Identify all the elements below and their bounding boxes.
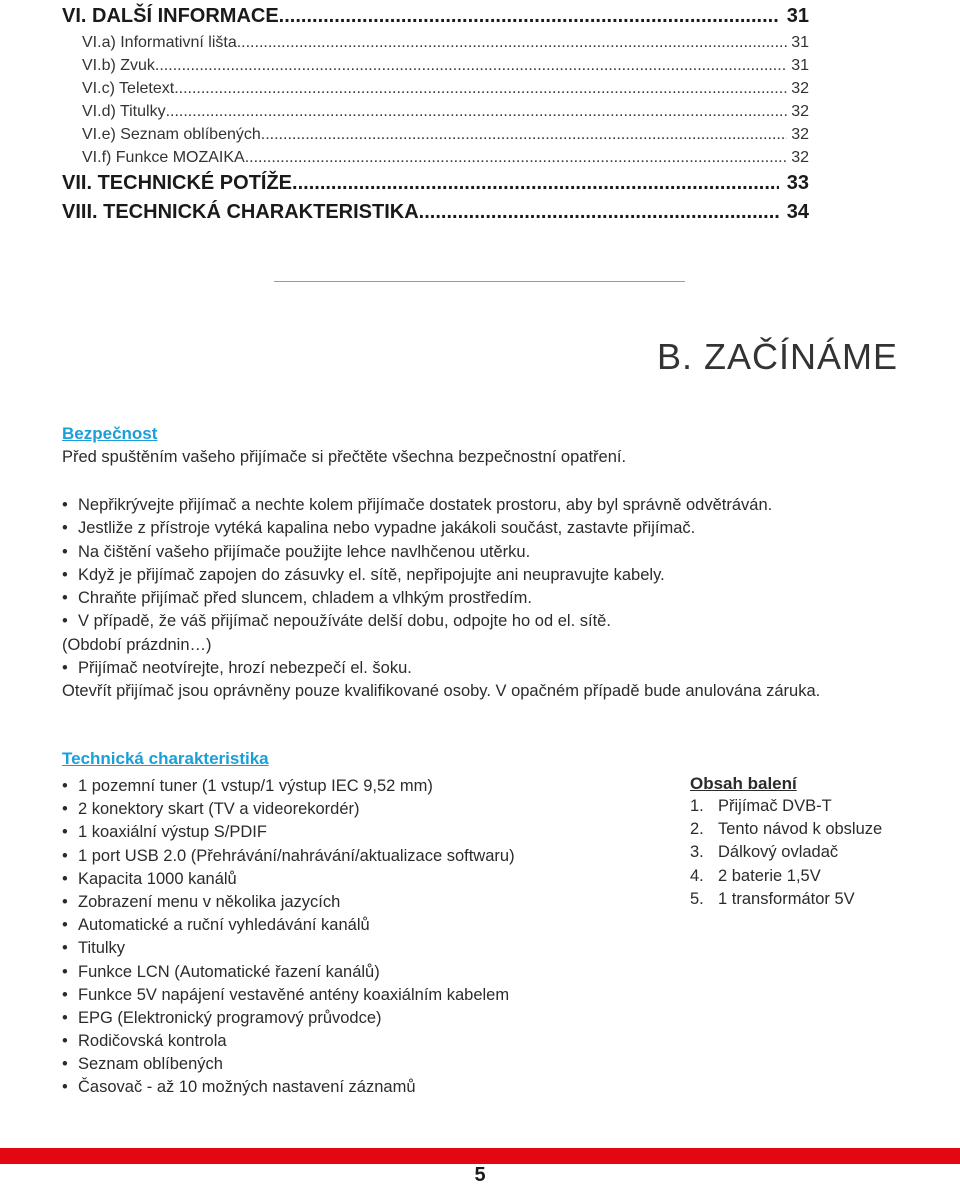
toc-entry[interactable] — [62, 198, 809, 227]
list-item: • Kapacita 1000 kanálů — [62, 868, 662, 891]
item-number: 1. — [690, 797, 704, 815]
toc-entry-page: 32 — [791, 126, 809, 143]
list-item: • Funkce 5V napájení vestavěné antény koaxiálním kabelem — [62, 984, 662, 1007]
list-item — [690, 888, 930, 911]
toc-entry[interactable] — [62, 2, 809, 31]
item-number: 4. — [690, 866, 704, 885]
item-text: Tento návod k obsluze — [718, 820, 883, 839]
page-number: 5 — [474, 1164, 486, 1186]
toc-entry-title: VI.f) Funkce MOZAIKA — [82, 149, 245, 166]
toc-entry-page: 34 — [786, 201, 809, 223]
table-of-contents — [62, 2, 809, 227]
safety-intro: Před spuštěním vašeho přijímače si přečtěte všechna bezpečnostní opatření. — [62, 448, 627, 466]
toc-entry[interactable] — [62, 123, 809, 146]
list-item — [690, 841, 930, 864]
list-item: • Chraňte přijímač před sluncem, chladem a vlhkým prostředím. — [62, 587, 922, 610]
list-item — [690, 818, 930, 841]
list-item: • V případě, že váš přijímač nepoužíváte delší dobu, odpojte ho od el. sítě. — [62, 610, 922, 633]
specs-heading: Technická charakteristika — [62, 749, 269, 768]
toc-entry[interactable] — [62, 100, 809, 123]
toc-leader — [279, 2, 779, 31]
toc-leader — [174, 77, 787, 100]
section-title: B. ZAČÍNÁME — [656, 336, 898, 377]
list-item: • 1 pozemní tuner (1 vstup/1 výstup IEC 9,52 mm) — [62, 775, 662, 798]
toc-leader — [166, 100, 788, 123]
list-item: • Titulky — [62, 937, 662, 960]
item-text: Přijímač DVB-T — [718, 797, 832, 815]
list-item — [690, 795, 930, 818]
list-item: (Období prázdnin…) — [62, 635, 212, 654]
item-number: 5. — [690, 889, 704, 908]
toc-entry-title: VIII. TECHNICKÁ CHARAKTERISTIKA — [62, 201, 419, 223]
toc-entry-page: 31 — [786, 5, 809, 27]
toc-entry[interactable] — [62, 31, 809, 54]
specs-section — [62, 749, 662, 1100]
list-item — [690, 865, 930, 888]
toc-entry-page: 33 — [786, 172, 809, 194]
item-text: 2 baterie 1,5V — [718, 866, 821, 885]
toc-entry-page: 32 — [791, 149, 809, 166]
item-number: 3. — [690, 843, 704, 862]
list-item: • 1 koaxiální výstup S/PDIF — [62, 821, 662, 844]
toc-leader — [292, 169, 779, 198]
toc-entry-title: VI.a) Informativní lišta — [82, 34, 237, 51]
toc-leader — [245, 146, 788, 169]
toc-leader — [419, 198, 779, 227]
toc-entry-title: VI. DALŠÍ INFORMACE — [62, 5, 279, 27]
list-item: • Funkce LCN (Automatické řazení kanálů) — [62, 961, 662, 984]
list-item: • EPG (Elektronický programový průvodce) — [62, 1007, 662, 1030]
footer-bar — [0, 1148, 960, 1164]
list-item: • Rodičovská kontrola — [62, 1030, 662, 1053]
toc-entry-title: VI.d) Titulky — [82, 103, 166, 120]
safety-list — [62, 494, 922, 704]
toc-entry[interactable] — [62, 169, 809, 198]
toc-entry[interactable] — [62, 146, 809, 169]
list-item: • Když je přijímač zapojen do zásuvky el. sítě, nepřipojujte ani neupravujte kabely. — [62, 564, 922, 587]
list-item: • Na čištění vašeho přijímače použijte lehce navlhčenou utěrku. — [62, 541, 922, 564]
toc-leader — [261, 123, 787, 146]
list-item: • Přijímač neotvírejte, hrozí nebezpečí el. šoku. — [62, 657, 922, 680]
toc-entry[interactable] — [62, 77, 809, 100]
toc-entry[interactable] — [62, 54, 809, 77]
toc-leader — [237, 31, 787, 54]
safety-section — [62, 424, 922, 704]
list-item: • Automatické a ruční vyhledávání kanálů — [62, 914, 662, 937]
toc-entry-title: VI.e) Seznam oblíbených — [82, 126, 261, 143]
package-contents — [690, 772, 930, 911]
toc-entry-title: VI.c) Teletext — [82, 80, 175, 97]
safety-heading: Bezpečnost — [62, 424, 158, 443]
list-item: • Seznam oblíbených — [62, 1053, 662, 1076]
list-item: • 1 port USB 2.0 (Přehrávání/nahrávání/aktualizace softwaru) — [62, 845, 662, 868]
toc-entry-title: VII. TECHNICKÉ POTÍŽE — [62, 172, 293, 194]
divider — [274, 281, 685, 282]
item-number: 2. — [690, 820, 704, 839]
package-heading: Obsah balení — [690, 774, 797, 793]
list-item: • Nepřikrývejte přijímač a nechte kolem přijímače dostatek prostoru, aby byl správně odvětráván. — [62, 494, 922, 517]
item-text: 1 transformátor 5V — [718, 889, 855, 908]
toc-entry-title: VI.b) Zvuk — [82, 57, 155, 74]
list-item: • 2 konektory skart (TV a videorekordér) — [62, 798, 662, 821]
list-item: • Časovač - až 10 možných nastavení záznamů — [62, 1076, 662, 1099]
toc-entry-page: 32 — [791, 80, 809, 97]
toc-entry-page: 32 — [791, 103, 809, 120]
toc-leader — [155, 54, 787, 77]
list-item: • Jestliže z přístroje vytéká kapalina nebo vypadne jakákoli součást, zastavte přijímač. — [62, 517, 922, 540]
package-list — [690, 795, 930, 911]
item-text: Dálkový ovladač — [718, 843, 839, 862]
toc-entry-page: 31 — [791, 57, 809, 74]
list-item: • Zobrazení menu v několika jazycích — [62, 891, 662, 914]
toc-entry-page: 31 — [791, 34, 809, 51]
specs-list — [62, 775, 662, 1100]
list-item: Otevřít přijímač jsou oprávněny pouze kvalifikované osoby. V opačném případě bude anulována záruka. — [62, 682, 821, 701]
